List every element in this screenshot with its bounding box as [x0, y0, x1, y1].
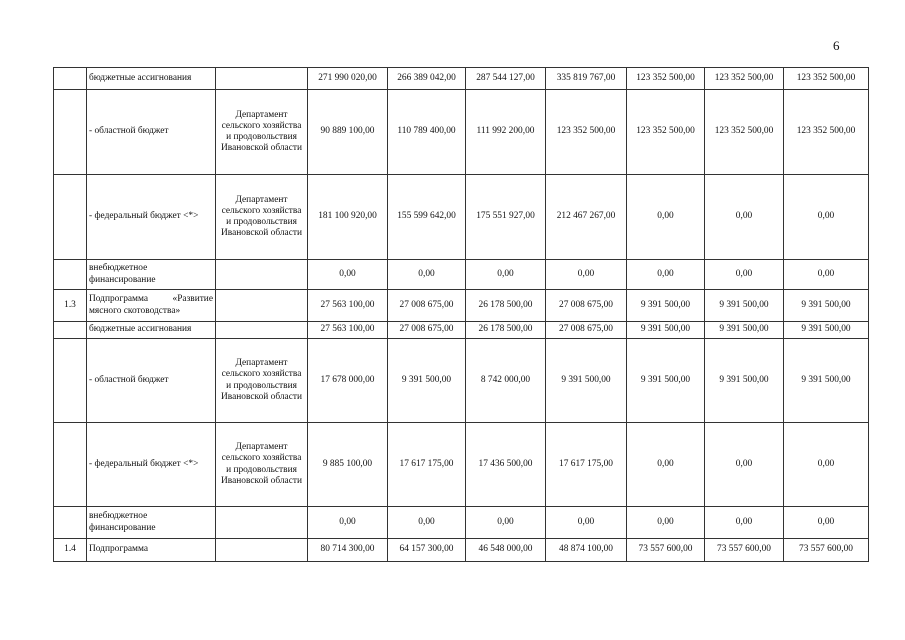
table-row	[54, 290, 869, 322]
table-row	[54, 339, 869, 423]
amount-cell: 123 352 500,00	[705, 68, 784, 90]
amount-cell: 90 889 100,00	[308, 90, 388, 175]
amount-cell: 27 008 675,00	[388, 290, 466, 322]
amount-cell: 123 352 500,00	[627, 68, 705, 90]
amount-cell: 73 557 600,00	[784, 539, 869, 562]
table-row	[54, 539, 869, 562]
amount-cell: 111 992 200,00	[466, 90, 546, 175]
amount-cell: 73 557 600,00	[627, 539, 705, 562]
row-name-cell: - федеральный бюджет <*>	[87, 423, 216, 507]
amount-cell: 0,00	[388, 507, 466, 539]
amount-cell: 0,00	[627, 507, 705, 539]
table-body	[54, 68, 869, 562]
table-row	[54, 507, 869, 539]
amount-cell: 27 008 675,00	[546, 290, 627, 322]
amount-cell: 0,00	[784, 260, 869, 290]
amount-cell: 0,00	[308, 507, 388, 539]
amount-cell: 17 617 175,00	[546, 423, 627, 507]
amount-cell: 175 551 927,00	[466, 175, 546, 260]
amount-cell: 0,00	[546, 507, 627, 539]
amount-cell: 335 819 767,00	[546, 68, 627, 90]
amount-cell: 0,00	[705, 423, 784, 507]
amount-cell: 0,00	[466, 507, 546, 539]
page-number: 6	[833, 38, 840, 53]
table-row	[54, 90, 869, 175]
row-index-cell: 1.4	[54, 539, 87, 562]
amount-cell: 0,00	[546, 260, 627, 290]
amount-cell: 0,00	[388, 260, 466, 290]
executor-cell: Департамент сельского хозяйства и продовольствия Ивановской области	[216, 423, 308, 507]
amount-cell: 9 391 500,00	[627, 290, 705, 322]
amount-cell: 27 008 675,00	[388, 322, 466, 339]
amount-cell: 73 557 600,00	[705, 539, 784, 562]
table-row	[54, 68, 869, 90]
row-index-cell	[54, 423, 87, 507]
amount-cell: 9 391 500,00	[705, 339, 784, 423]
row-index-cell	[54, 260, 87, 290]
row-index-cell	[54, 68, 87, 90]
amount-cell: 0,00	[308, 260, 388, 290]
amount-cell: 0,00	[705, 507, 784, 539]
amount-cell: 110 789 400,00	[388, 90, 466, 175]
table-row	[54, 423, 869, 507]
amount-cell: 0,00	[705, 260, 784, 290]
amount-cell: 0,00	[784, 507, 869, 539]
amount-cell: 17 617 175,00	[388, 423, 466, 507]
executor-cell	[216, 260, 308, 290]
executor-cell	[216, 290, 308, 322]
row-name-cell: - областной бюджет	[87, 339, 216, 423]
amount-cell: 80 714 300,00	[308, 539, 388, 562]
amount-cell: 9 391 500,00	[627, 322, 705, 339]
row-index-cell	[54, 175, 87, 260]
amount-cell: 27 008 675,00	[546, 322, 627, 339]
executor-cell: Департамент сельского хозяйства и продовольствия Ивановской области	[216, 339, 308, 423]
table-row	[54, 260, 869, 290]
row-name-cell: бюджетные ассигнования	[87, 322, 216, 339]
amount-cell: 9 391 500,00	[705, 290, 784, 322]
amount-cell: 123 352 500,00	[546, 90, 627, 175]
table-row	[54, 322, 869, 339]
amount-cell: 0,00	[705, 175, 784, 260]
amount-cell: 9 391 500,00	[784, 290, 869, 322]
budget-table	[53, 67, 869, 562]
row-name-cell: внебюджетное финансирование	[87, 260, 216, 290]
amount-cell: 64 157 300,00	[388, 539, 466, 562]
amount-cell: 0,00	[784, 423, 869, 507]
amount-cell: 9 391 500,00	[388, 339, 466, 423]
amount-cell: 0,00	[627, 260, 705, 290]
amount-cell: 48 874 100,00	[546, 539, 627, 562]
amount-cell: 9 391 500,00	[784, 322, 869, 339]
row-name-cell: Подпрограмма «Развитие мясного скотоводства»	[87, 290, 216, 322]
amount-cell: 123 352 500,00	[784, 68, 869, 90]
row-index-cell	[54, 322, 87, 339]
amount-cell: 266 389 042,00	[388, 68, 466, 90]
row-index-cell: 1.3	[54, 290, 87, 322]
amount-cell: 0,00	[627, 175, 705, 260]
row-name-cell: бюджетные ассигнования	[87, 68, 216, 90]
amount-cell: 17 678 000,00	[308, 339, 388, 423]
amount-cell: 17 436 500,00	[466, 423, 546, 507]
row-index-cell	[54, 90, 87, 175]
executor-cell	[216, 539, 308, 562]
amount-cell: 9 391 500,00	[546, 339, 627, 423]
amount-cell: 27 563 100,00	[308, 322, 388, 339]
amount-cell: 271 990 020,00	[308, 68, 388, 90]
amount-cell: 9 391 500,00	[705, 322, 784, 339]
row-name-cell: - областной бюджет	[87, 90, 216, 175]
row-name-cell: внебюджетное финансирование	[87, 507, 216, 539]
amount-cell: 26 178 500,00	[466, 322, 546, 339]
executor-cell	[216, 507, 308, 539]
amount-cell: 46 548 000,00	[466, 539, 546, 562]
amount-cell: 8 742 000,00	[466, 339, 546, 423]
amount-cell: 123 352 500,00	[784, 90, 869, 175]
amount-cell: 123 352 500,00	[627, 90, 705, 175]
amount-cell: 0,00	[466, 260, 546, 290]
executor-cell: Департамент сельского хозяйства и продовольствия Ивановской области	[216, 90, 308, 175]
row-name-cell: Подпрограмма	[87, 539, 216, 562]
amount-cell: 0,00	[627, 423, 705, 507]
executor-cell	[216, 322, 308, 339]
amount-cell: 155 599 642,00	[388, 175, 466, 260]
amount-cell: 0,00	[784, 175, 869, 260]
row-index-cell	[54, 507, 87, 539]
amount-cell: 212 467 267,00	[546, 175, 627, 260]
row-name-cell: - федеральный бюджет <*>	[87, 175, 216, 260]
amount-cell: 26 178 500,00	[466, 290, 546, 322]
amount-cell: 123 352 500,00	[705, 90, 784, 175]
amount-cell: 9 885 100,00	[308, 423, 388, 507]
amount-cell: 9 391 500,00	[627, 339, 705, 423]
executor-cell: Департамент сельского хозяйства и продовольствия Ивановской области	[216, 175, 308, 260]
amount-cell: 9 391 500,00	[784, 339, 869, 423]
amount-cell: 27 563 100,00	[308, 290, 388, 322]
table-row	[54, 175, 869, 260]
amount-cell: 287 544 127,00	[466, 68, 546, 90]
row-index-cell	[54, 339, 87, 423]
amount-cell: 181 100 920,00	[308, 175, 388, 260]
executor-cell	[216, 68, 308, 90]
